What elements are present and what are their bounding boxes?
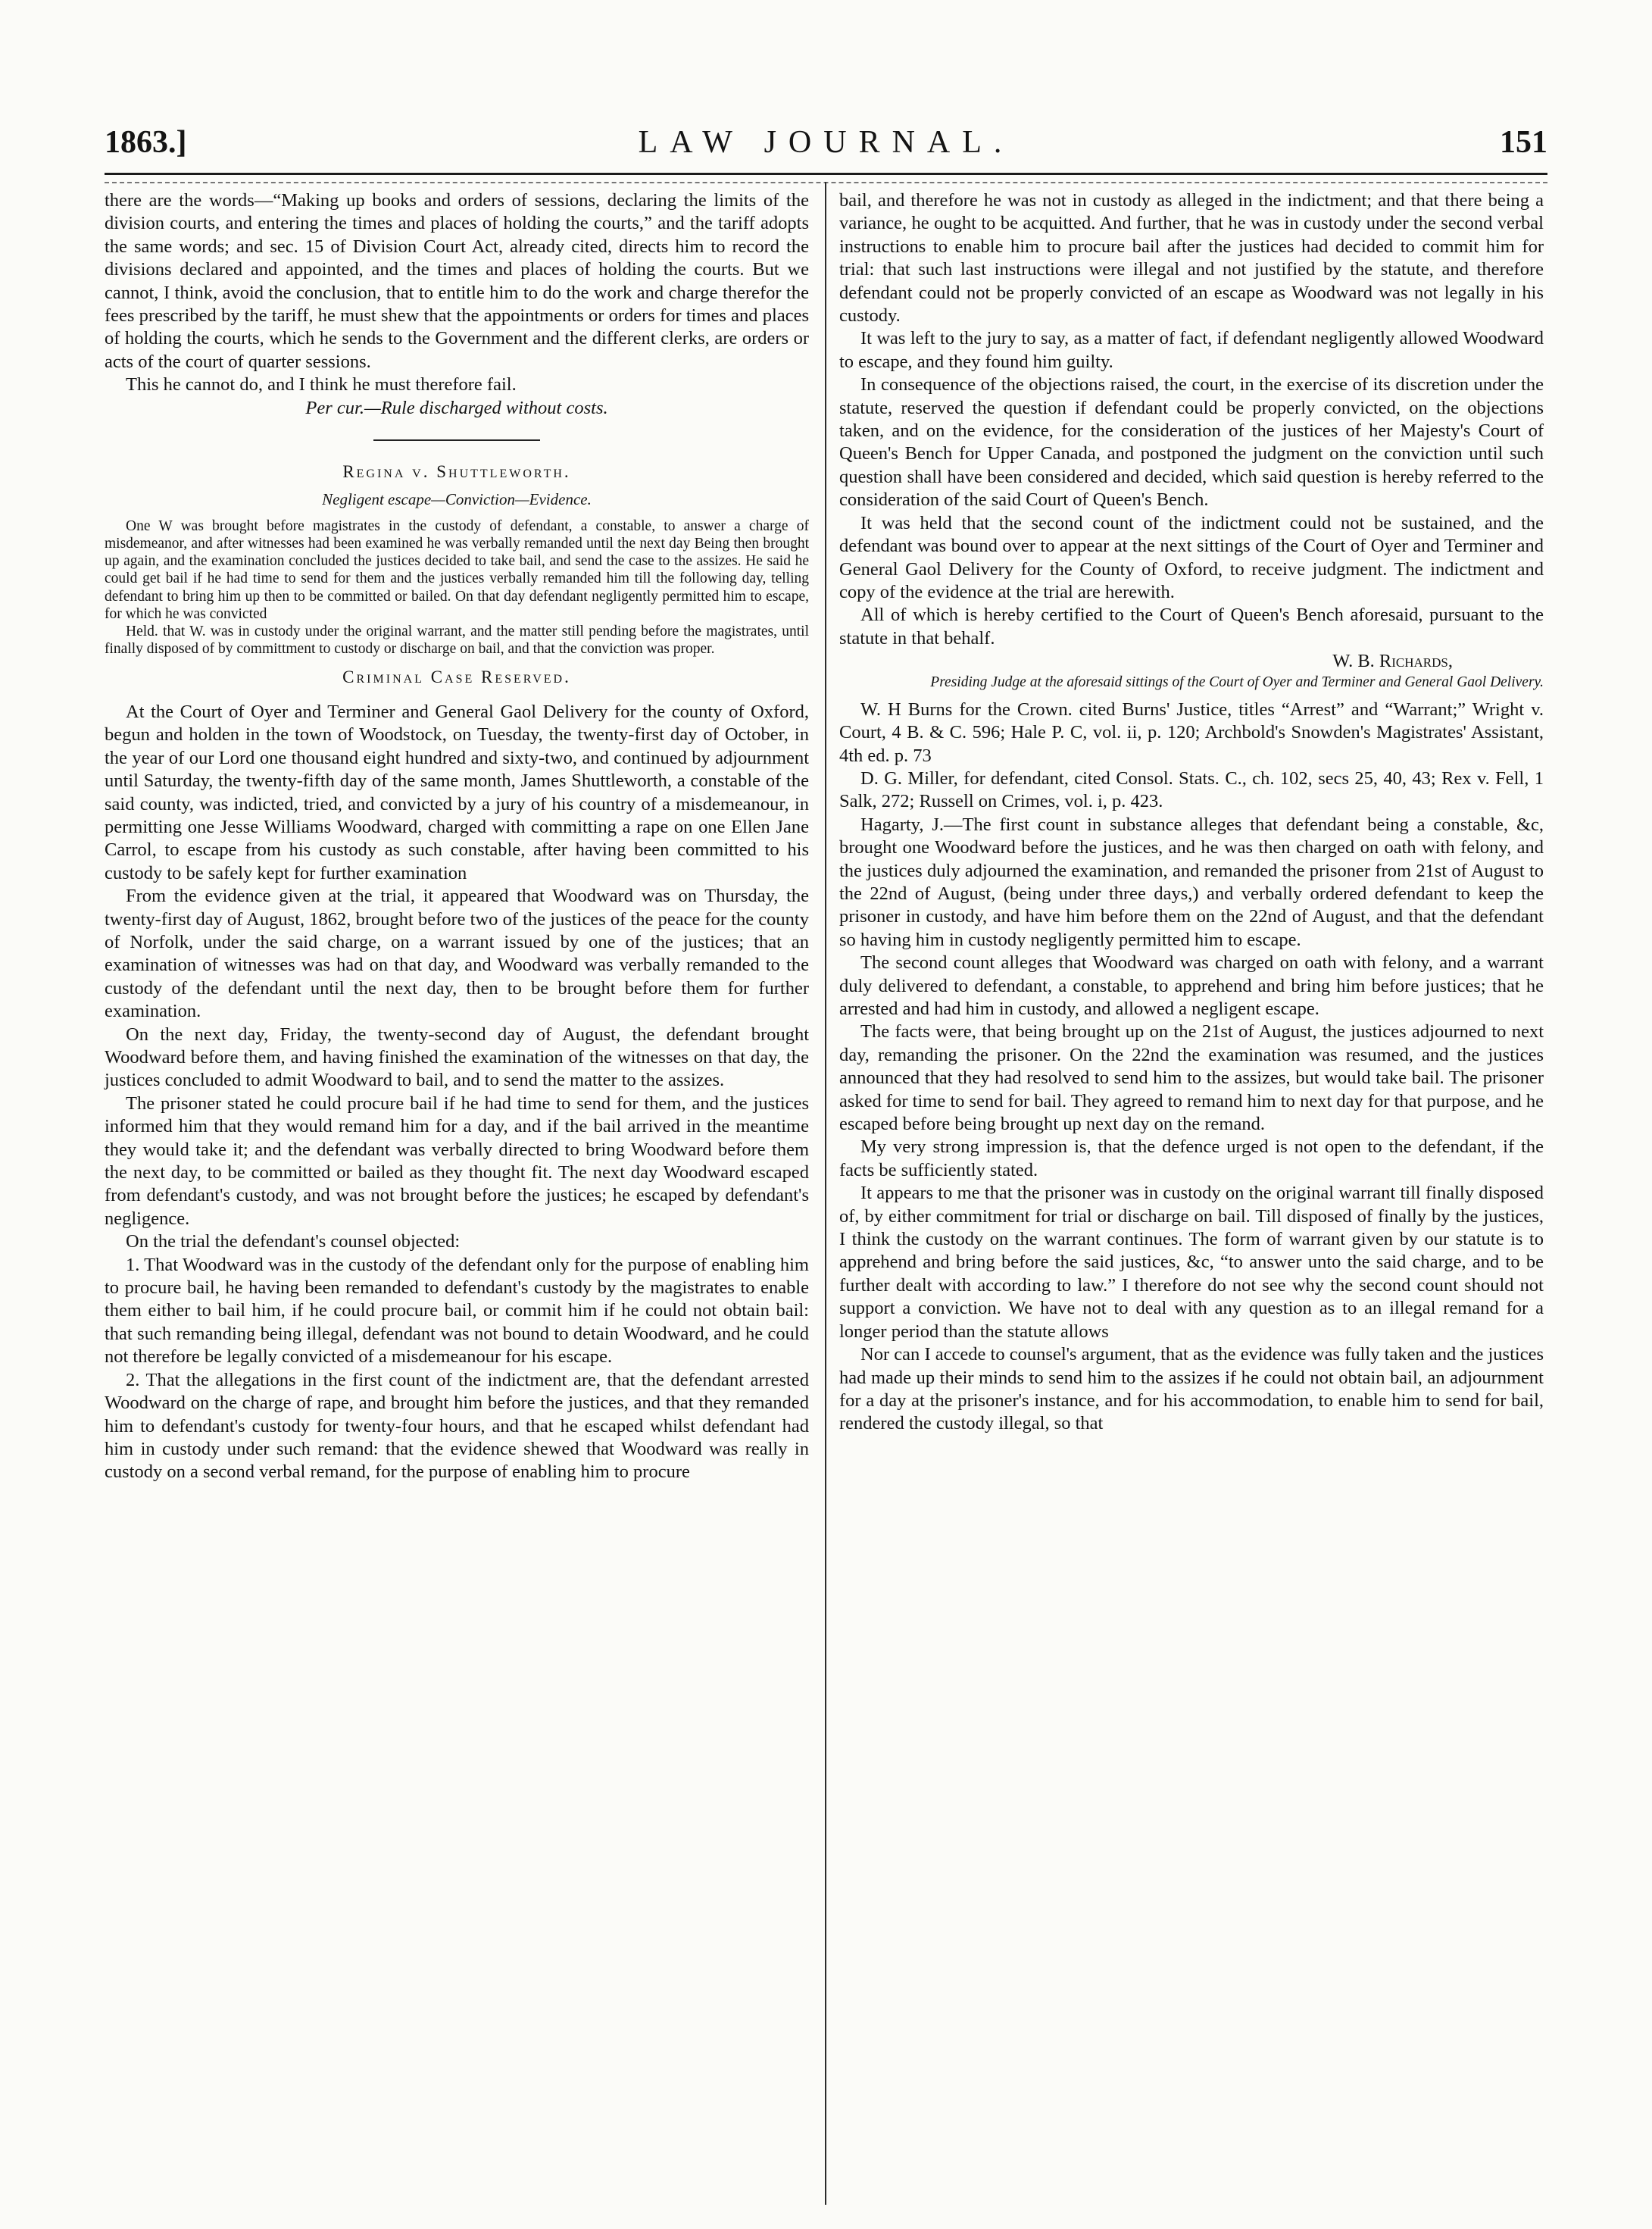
section-rule bbox=[373, 439, 540, 441]
counsel-defendant: D. G. Miller, for defendant, cited Consol. Stats. C., ch. 102, secs 25, 40, 43; Rex v. Fell, 1 Salk, 272; Russell on Crimes, vol. i, p. 423. bbox=[839, 767, 1544, 812]
paragraph: The prisoner stated he could procure bail if he had time to send for them, and the justices informed him that they would remand him for a day, and if the bail arrived in the meantime they would take it; and the defendant was verbally directed to bring Woodward before them the next day, to be committed or bailed as they thought fit. The next day Woodward escaped from defendant's custody, and was not brought before the justices; he escaped by defendant's negligence. bbox=[105, 1093, 809, 1229]
paragraph: bail, and therefore he was not in custody as alleged in the indictment; and that there being a variance, he ought to be acquitted. And further, that he was in custody under the second verbal instructions to enable him to procure bail after the justices had decided to commit him for trial: that such last instructions were illegal and not justified by the statute, and therefore defendant could not be properly convicted of an escape as Woodward was not legally in his custody. bbox=[839, 190, 1544, 327]
headnote: One W was brought before magistrates in the custody of defendant, a constable, to answer a charge of misdemeanor, and after witnesses had been examined he was verbally remanded until the next day Being then brought up again, and the examination concluded the justices decided to take bail, and send the case to the assizes. He said he could get bail if he had time to send for them and the justices verbally remanded him till the following day, telling defendant to bring him up then to be committed or bailed. On that day defendant negligently permitted him to escape, for which he was convicted bbox=[105, 517, 809, 622]
paragraph: The second count alleges that Woodward was charged on oath with felony, and a warrant duly delivered to defendant, a constable, to apprehend and bring him before justices; that he arrested and had him in custody, and allowed a negligent escape. bbox=[839, 952, 1544, 1020]
paragraph: My very strong impression is, that the defence urged is not open to the defendant, if the facts be sufficiently stated. bbox=[839, 1136, 1544, 1180]
objection-2: 2. That the allegations in the first count of the indictment are, that the defendant arrested Woodward on the charge of rape, and brought him before the justices, and that they remanded him to defendant's custody for twenty-four hours, and that he escaped whilst defendant had him in custody under such remand: that the evidence shewed that Woodward was really in custody on a second verbal remand, for the purpose of enabling him to procure bbox=[105, 1369, 809, 1483]
paragraph: The facts were, that being brought up on the 21st of August, the justices adjourned to next day, remanding the prisoner. On the 22nd the examination was resumed, and the justices announced that they had resolved to send him to the assizes, but would take bail. The prisoner asked for time to send for bail. They agreed to remand him to next day for that purpose, and he escaped before being brought up next day on the remand. bbox=[839, 1021, 1544, 1135]
paragraph: On the next day, Friday, the twenty-second day of August, the defendant brought Woodward before them, and having finished the examination of the witnesses on that day, the justices concluded to admit Woodward to bail, and to send the matter to the assizes. bbox=[105, 1024, 809, 1091]
paragraph: All of which is hereby certified to the Court of Queen's Bench aforesaid, pursuant to the statute in that behalf. bbox=[839, 605, 1544, 649]
signature: W. B. Richards, bbox=[1332, 651, 1453, 672]
paragraph: From the evidence given at the trial, it appeared that Woodward was on Thursday, the twenty-first day of August, 1862, brought before two of the justices of the peace for the county of Norfolk, under the said charge, on a warrant issued by one of the justices; that an examination of witnesses was had on that day, and Woodward was verbally remanded to the custody of the defendant until the next day, then to be brought before them for further examination. bbox=[105, 886, 809, 1022]
judgment-paragraph: Hagarty, J.—The first count in substance alleges that defendant being a constable, &c, brought one Woodward before the justices, and he was then charged on oath with felony, and the justices duly adjourned the examination, and remanded the prisoner from 21st of August to the 22nd of August, (being under three days,) and verbally ordered defendant to keep the prisoner in custody, and have him before them on the 22nd of August, and that the defendant so having him in custody negligently permitted him to escape. bbox=[839, 814, 1544, 950]
right-column bbox=[839, 189, 1544, 1436]
left-column bbox=[105, 189, 809, 1484]
paragraph: On the trial the defendant's counsel objected: bbox=[126, 1231, 461, 1252]
headnote-held: Held. that W. was in custody under the original warrant, and the matter still pending before the magistrates, until finally disposed of by committment to custody or discharge on bail, and that the conviction was proper. bbox=[105, 624, 809, 658]
header-page-number: 151 bbox=[1500, 125, 1547, 160]
paragraph: It appears to me that the prisoner was in custody on the original warrant till finally disposed of, by either commitment for trial or discharge on bail. Till disposed of finally by the justices, I think the custody on the warrant continues. The form of warrant given by our statute is to apprehend and bring before the said justices, &c, “to answer unto the said charge, and to be further dealt with according to law.” I therefore do not see why the second count should not support a conviction. We have not to deal with any question as to an illegal remand for a longer period than the statute allows bbox=[839, 1183, 1544, 1342]
criminal-case-reserved-heading: Criminal Case Reserved. bbox=[342, 667, 571, 686]
column-separator bbox=[825, 182, 826, 2205]
paragraph: This he cannot do, and I think he must therefore fail. bbox=[126, 374, 517, 395]
header-journal-title: LAW JOURNAL. bbox=[638, 125, 1014, 160]
paragraph: It was held that the second count of the indictment could not be sustained, and the defendant was bound over to appear at the next sittings of the Court of Oyer and Terminer and General Gaol Delivery for the County of Oxford, to receive judgment. The indictment and copy of the evidence at the trial are herewith. bbox=[839, 512, 1544, 602]
paragraph: At the Court of Oyer and Terminer and General Gaol Delivery for the county of Oxford, begun and holden in the town of Woodstock, on Tuesday, the twenty-first day of October, in the year of our Lord one thousand eight hundred and sixty-two, and continued by adjournment until Saturday, the twenty-fifth day of the same month, James Shuttleworth, a constable of the said county, was indicted, tried, and convicted by a jury of his country of a misdemeanour, in permitting one Jesse Williams Woodward, charged with committing a rape on one Ellen Jane Carrol, to escape from his custody as such constable, after having been committed to his custody to be safely kept for further examination bbox=[105, 701, 809, 883]
running-header bbox=[105, 120, 1547, 175]
paragraph: It was left to the jury to say, as a matter of fact, if defendant negligently allowed Woodward to escape, and they found him guilty. bbox=[839, 328, 1544, 372]
case-title: Regina v. Shuttleworth. bbox=[342, 462, 571, 482]
objection-1: 1. That Woodward was in the custody of the defendant only for the purpose of enabling him to procure bail, he having been remanded to defendant's custody by the magistrates to enable them either to bail him, if he could procure bail, or commit him if he could not obtain bail: that such remanding being illegal, defendant was not bound to detain Woodward, and he could not therefore be legally convicted of a misdemeanour for his escape. bbox=[105, 1254, 809, 1368]
paragraph: there are the words—“Making up books and orders of sessions, declaring the limits of the division courts, and entering the times and places of holding the courts,” and the tariff adopts the same words; and sec. 15 of Division Court Act, already cited, directs him to record the divisions declared and appointed, and the times and places of holding the courts. But we cannot, I think, avoid the conclusion, that to entitle him to do the work and charge therefor the fees prescribed by the tariff, he must shew that the appointments or orders for times and places of holding the courts, which he sends to the Government and the different clerks, are orders or acts of the court of quarter sessions. bbox=[105, 190, 809, 372]
case-subtitle: Negligent escape—Conviction—Evidence. bbox=[322, 490, 592, 509]
paragraph: Nor can I accede to counsel's argument, that as the evidence was fully taken and the justices had made up their minds to send him to the assizes if he could not obtain bail, an adjournment for a day at the prisoner's instance, and for his accommodation, to enable him to send for bail, rendered the custody illegal, so that bbox=[839, 1344, 1544, 1434]
presiding-judge-title: Presiding Judge at the aforesaid sittings of the Court of Oyer and Terminer and General Gaol Delivery. bbox=[930, 674, 1544, 690]
header-year: 1863.] bbox=[105, 125, 187, 160]
paragraph: In consequence of the objections raised, the court, in the exercise of its discretion under the statute, reserved the question if defendant could be properly convicted, on the objections taken, and on the evidence, for the consideration of the justices of her Majesty's Court of Queen's Bench for Upper Canada, and postponed the judgment on the conviction until such question shall have been considered and decided, which said question is hereby referred to the consideration of the said Court of Queen's Bench. bbox=[839, 374, 1544, 511]
counsel-crown: W. H Burns for the Crown. cited Burns' Justice, titles “Arrest” and “Warrant;” Wright v. Court, 4 B. & C. 596; Hale P. C, vol. ii, p. 120; Archbold's Snowden's Magistrates' Assistant, 4th ed. p. 73 bbox=[839, 699, 1544, 766]
per-curiam-line: Per cur.—Rule discharged without costs. bbox=[305, 397, 608, 418]
